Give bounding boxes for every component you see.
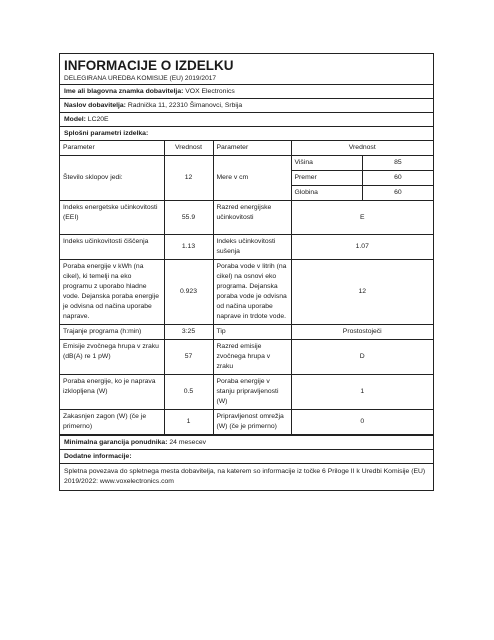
parameters-table-wrap [60,141,433,436]
supplier-name-label: Ime ali blagovna znamka dobavitelja: [64,88,184,95]
warranty-label: Minimalna garancija ponudnika: [64,439,168,446]
value-cell: D [291,340,433,375]
param-cell: Emisije zvočnega hrupa v zraku (dB(A) re 1 pW) [60,340,164,375]
supplier-address-value: Radnička 11, 22310 Šimanovci, Srbija [127,102,243,109]
table-row [60,260,433,325]
document-subtitle: DELEGIRANA UREDBA KOMISIJE (EU) 2019/2017 [60,75,433,85]
header-parameter: Parameter [60,141,164,156]
value-cell: 1 [291,375,433,410]
table-row [60,340,433,375]
param-cell: Indeks učinkovitosti čiščenja [60,235,164,260]
model-row [60,113,433,127]
value-cell: 0.5 [164,375,213,410]
parameters-table [60,141,433,435]
dimension-row [292,186,434,201]
dimension-value: 85 [362,156,433,171]
param-cell: Poraba energije, ko je naprava izklopljena (W) [60,375,164,410]
param-cell: Indeks energetske učinkovitosti (EEI) [60,201,164,235]
warranty-value: 24 mesecev [169,439,207,446]
dimension-value: 60 [362,186,433,201]
general-params-label: Splošni parametri izdelka: [64,130,149,137]
value-cell: 12 [164,156,213,201]
param-cell: Pripravljenost omrežja (W) (če je primerno) [213,410,291,435]
value-cell: 57 [164,340,213,375]
table-row [60,410,433,435]
document-title: INFORMACIJE O IZDELKU [64,58,234,73]
dimension-value: 60 [362,171,433,186]
param-cell: Število sklopov jedi: [60,156,164,201]
value-cell: 3:25 [164,325,213,340]
supplier-name-value: VOX Electronics [185,88,235,95]
param-cell: Poraba energije v kWh (na cikel), ki temelji na eko programu z uporabo hladne vode. Dejanska poraba energije je odvisna od načina uporabe naprave. [60,260,164,325]
value-cell: Prostostoječi [291,325,433,340]
value-cell: 0.923 [164,260,213,325]
supplier-address-row [60,99,433,113]
header-value-2: Vrednost [291,141,433,156]
model-label: Model: [64,116,86,123]
param-cell: Razred emisije zvočnega hrupa v zraku [213,340,291,375]
dimension-row [292,156,434,171]
param-cell: Indeks učinkovitosti sušenja [213,235,291,260]
param-cell: Poraba energije v stanju pripravljenosti (W) [213,375,291,410]
value-cell: 1.07 [291,235,433,260]
header-value: Vrednost [164,141,213,156]
supplier-name-row [60,85,433,99]
dimensions-table [292,156,434,200]
table-row [60,201,433,235]
product-information-sheet [59,53,434,491]
model-value: LC20E [87,116,109,123]
dimension-row [292,171,434,186]
additional-info-label: Dodatne informacije: [64,453,132,460]
value-cell: 12 [291,260,433,325]
value-cell: 1 [164,410,213,435]
supplier-website-note: Spletna povezava do spletnega mesta dobavitelja, na katerem so informacije iz točke 6 Priloge II k Uredbi Komisije (EU) 2019/2022: www.voxelectronics.com [64,468,426,485]
param-cell: Razred energijske učinkovitosti [213,201,291,235]
table-row [60,325,433,340]
value-cell: 0 [291,410,433,435]
value-cell: 55.9 [164,201,213,235]
dimensions-cell [291,156,433,201]
dimension-label: Višina [292,156,363,171]
dimension-label: Globina [292,186,363,201]
warranty-row [60,436,433,450]
param-cell: Trajanje programa (h:min) [60,325,164,340]
param-cell: Zakasnjen zagon (W) (če je primerno) [60,410,164,435]
value-cell: E [291,201,433,235]
table-row [60,156,433,201]
additional-info-row [60,450,433,464]
table-header-row [60,141,433,156]
table-row [60,235,433,260]
dimension-label: Premer [292,171,363,186]
general-params-row [60,127,433,141]
header-parameter-2: Parameter [213,141,291,156]
param-cell: Mere v cm [213,156,291,201]
value-cell: 1.13 [164,235,213,260]
param-cell: Tip [213,325,291,340]
param-cell: Poraba vode v litrih (na cikel) na osnovi eko programa. Dejanska poraba vode je odvisna od načina uporabe naprave in trdote vode. [213,260,291,325]
supplier-address-label: Naslov dobavitelja: [64,102,126,109]
table-row [60,375,433,410]
